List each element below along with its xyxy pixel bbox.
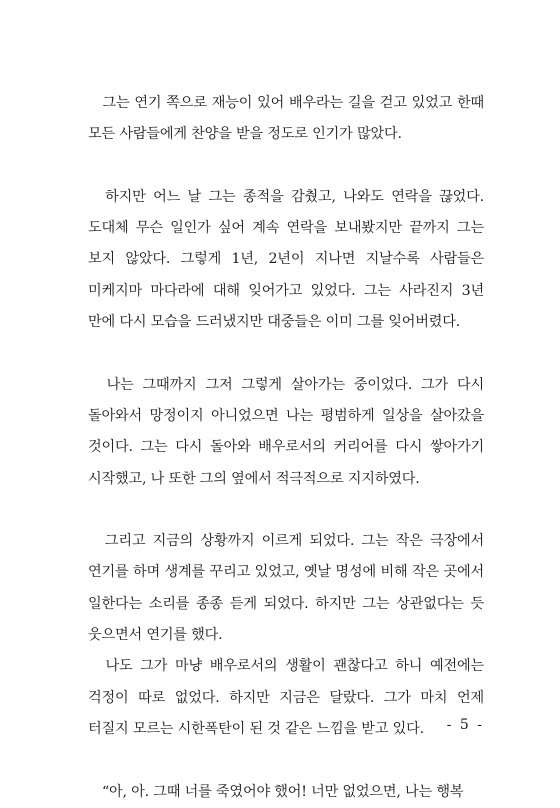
paragraph-gap (88, 151, 484, 182)
paragraph-4: 그리고 지금의 상황까지 이르게 되었다. 그는 작은 극장에서 연기를 하며 생계를 꾸리고 있었고, 옛날 명성에 비해 작은 곳에서 일한다는 소리를 종종 듣게 되었다. 하지만 그는 상관없다는 듯 웃으면서 연기를 했다. (88, 533, 484, 644)
paragraph-5: 나도 그가 마냥 배우로서의 생활이 괜찮다고 하니 예전에는 걱정이 따로 없었다. 하지만 지금은 달랐다. 그가 마치 언제 터질지 모르는 시한폭탄이 된 것 같은 느낌을 받고 있다. (88, 658, 484, 737)
paragraph-2: 하지만 어느 날 그는 종적을 감췄고, 나와도 연락을 끊었다. 도대체 무슨 일인가 싶어 계속 연락을 보내봤지만 끝까지 그는 보지 않았다. 그렇게 1년, 2년이 지나면 지날수록 사람들은 미케지마 마다라에 대해 잊어가고 있었다. 그는 사라진지 3년 만에 다시 모습을 드러냈지만 대중들은 이미 그를 잊어버렸다. (88, 188, 484, 331)
paragraph-3: 나는 그때까지 그저 그렇게 살아가는 중이었다. 그가 다시 돌아와서 망정이지 아니었으면 나는 평범하게 일상을 살아갔을 것이다. 그는 다시 돌아와 배우로서의 커리어를 다시 쌓아가기 시작했고, 나 또한 그의 옆에서 적극적으로 지지하였다. (88, 376, 484, 487)
paragraph-1: 그는 연기 쪽으로 재능이 있어 배우라는 길을 걷고 있었고 한때 모든 사람들에게 찬양을 받을 정도로 인기가 많았다. (88, 95, 484, 143)
paragraph-gap (88, 338, 484, 369)
paragraph-gap (88, 495, 484, 526)
page-number: - 5 - (446, 717, 484, 733)
body-text (88, 88, 484, 808)
paragraph-gap (88, 745, 484, 776)
paragraph-6: “아, 아. 그때 너를 죽였어야 했어! 너만 없었으면, 나는 행복 (88, 783, 464, 800)
